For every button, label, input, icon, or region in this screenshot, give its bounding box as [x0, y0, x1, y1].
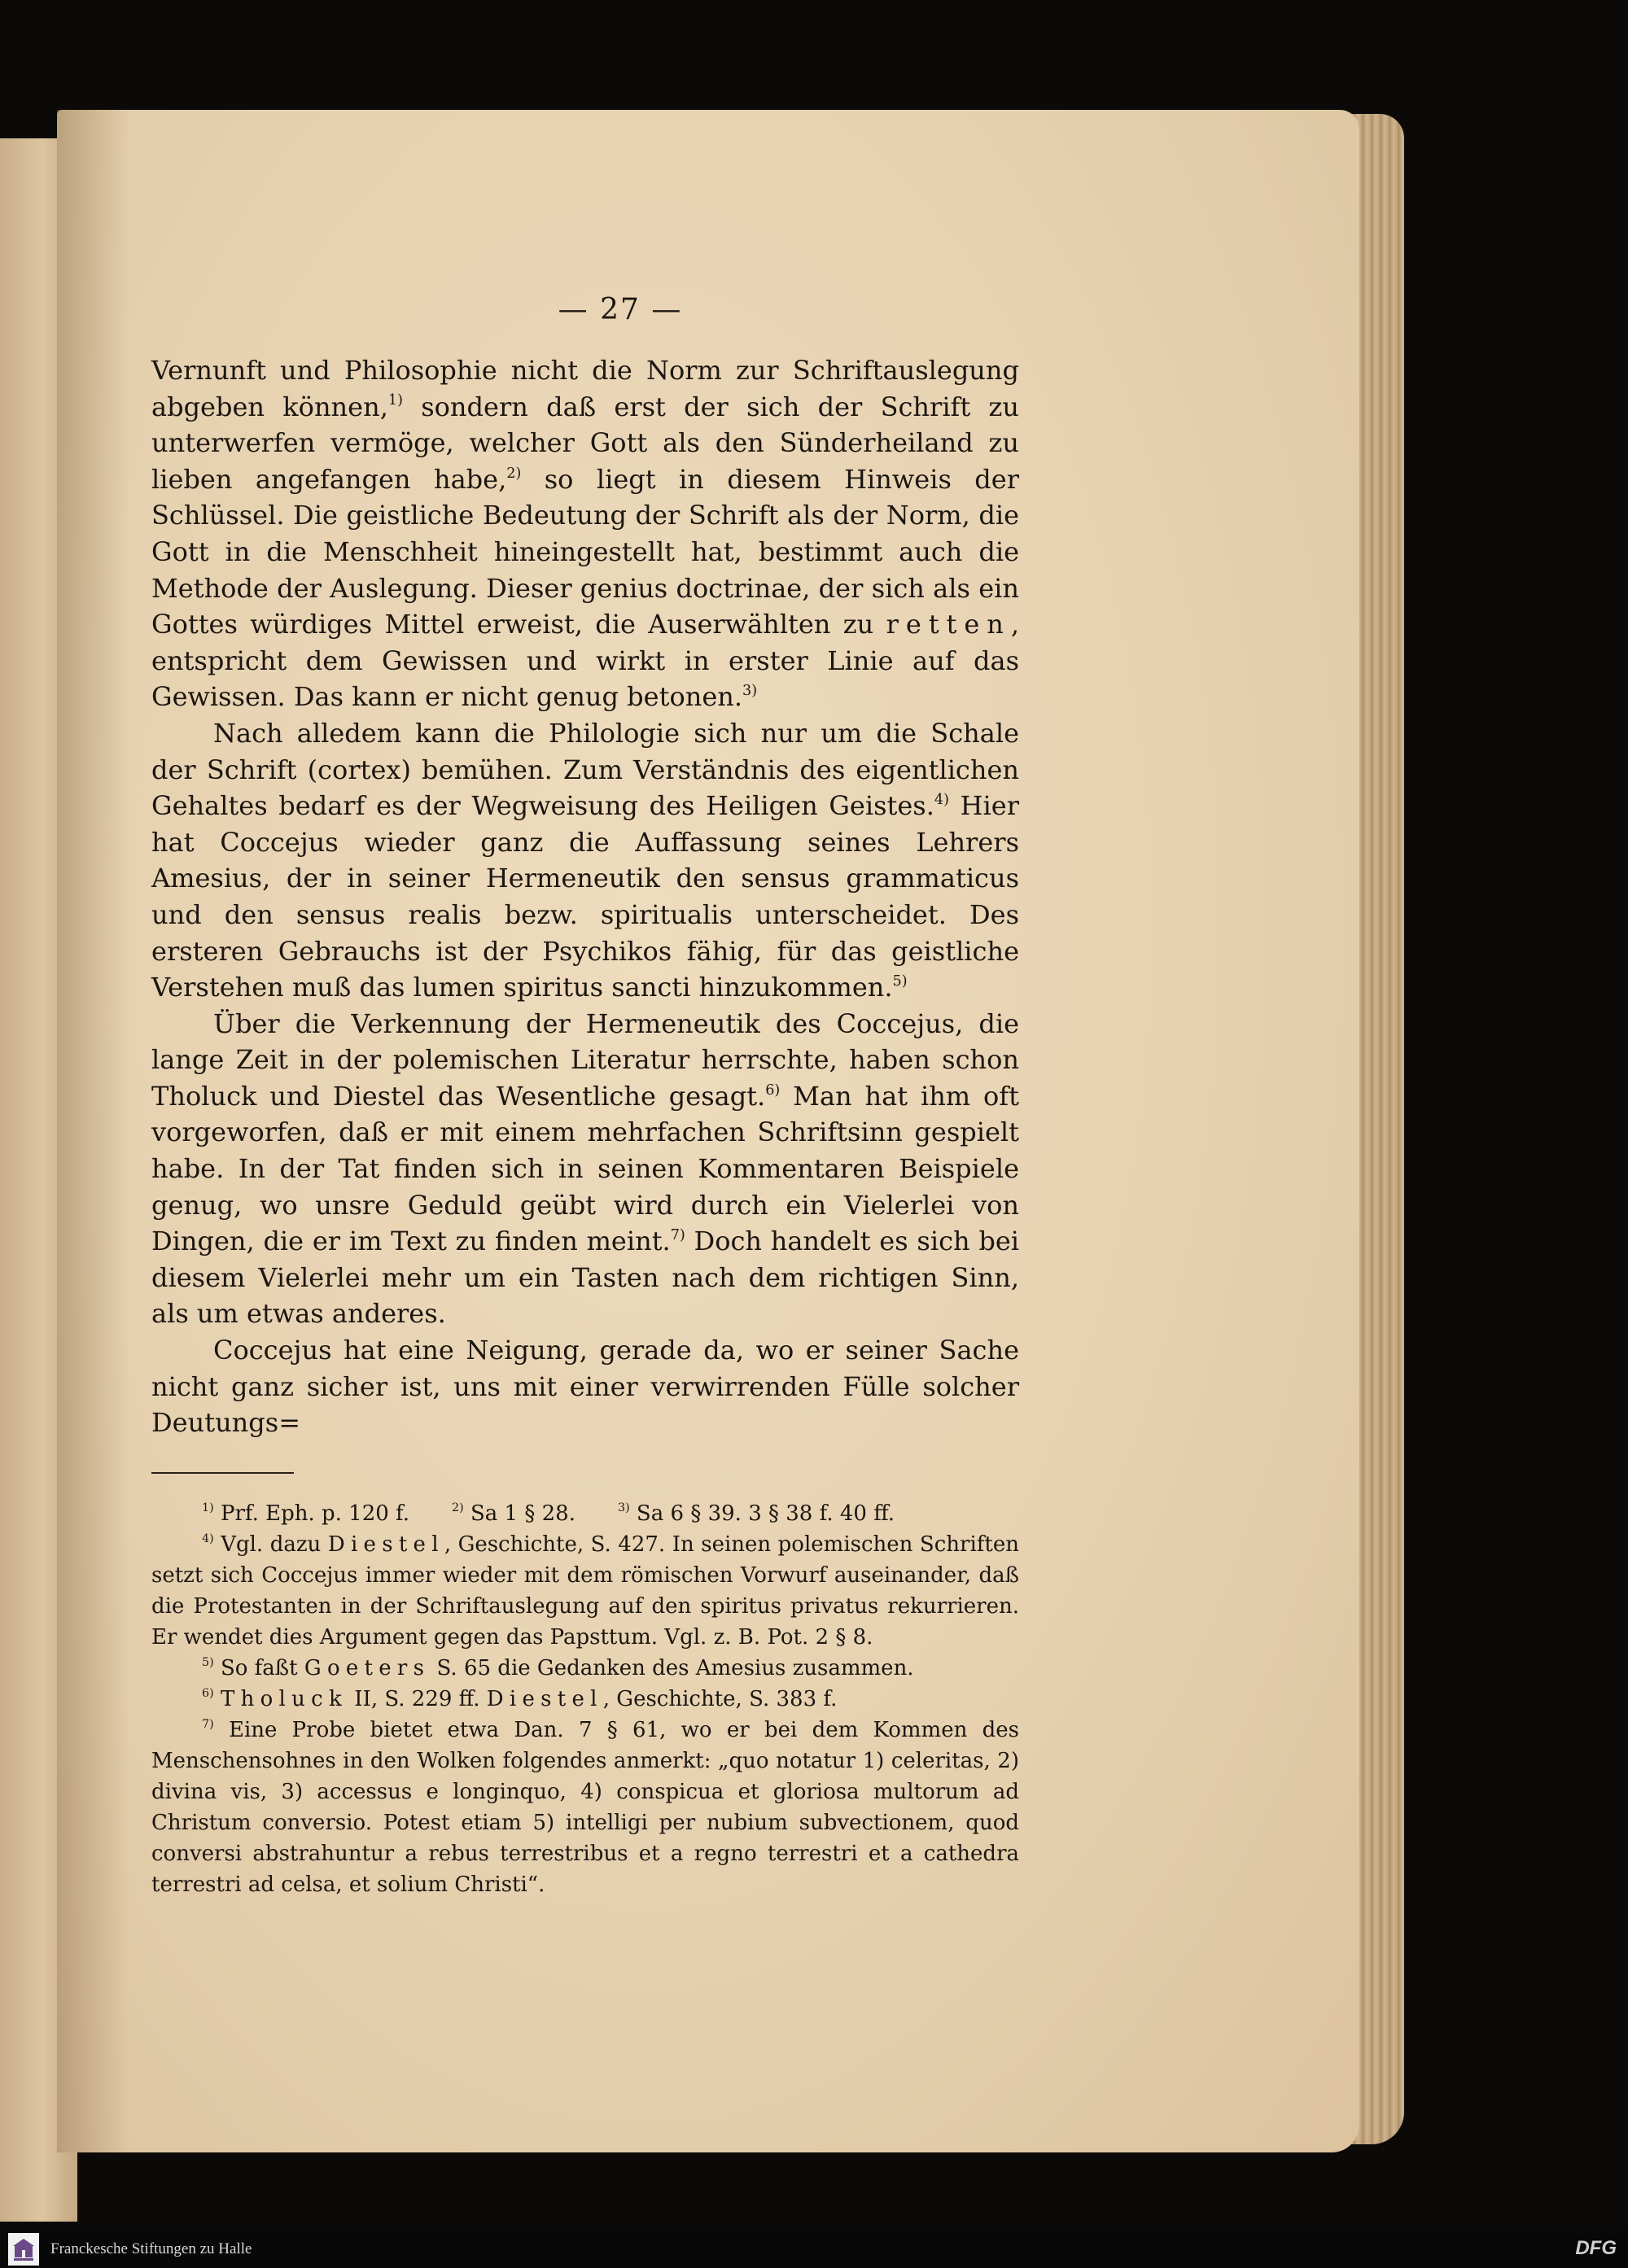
emphasis-retten: retten [886, 609, 1011, 640]
institution-name: Franckesche Stiftungen zu Halle [50, 2240, 252, 2257]
footnotes-1-3 [202, 1498, 1019, 1529]
page-gutter-shadow [57, 110, 130, 2152]
footnote-7 [151, 1715, 1019, 1900]
text: Vernunft und Philosophie nicht die Norm zur Schriftauslegung abgeben können, [151, 355, 1019, 422]
text: Hier hat Coccejus wieder ganz die Auffassung seines Lehrers Amesius, der in seiner Hermeneutik den sensus grammaticus und den sensus realis bezw. spiritualis unterscheidet. Des ersteren Gebrauchs ist der Psychikos fähig, für das geistliche Verstehen muß das lumen spiritus sancti hinzukommen. [151, 790, 1020, 1003]
text: S. 65 die Gedanken des Amesius zusammen. [430, 1655, 914, 1680]
text: , Geschichte, S. 427. In seinen polemischen Schriften setzt sich Coccejus immer wieder mit dem römischen Vorwurf auseinander, daß die Protestanten in der Schriftauslegung auf den spiritus privatus rekurrieren. Er wendet dies Argument gegen das Papsttum. Vgl. z. B. Pot. 2 § 8. [151, 1532, 1019, 1650]
viewer-footer [0, 2231, 1628, 2268]
text: so liegt in diesem Hinweis der Schlüssel. Die geistliche Bedeutung der Schrift als der Norm, die Gott in die Menschheit hineingestellt hat, bestimmt auch die Methode der Auslegung. Dieser genius doctrinae, der sich als ein Gottes würdiges Mittel erweist, die Auserwählten zu [151, 463, 1020, 640]
footnote-marker-6: 6) [202, 1687, 214, 1701]
footnote-ref-1: 1) [387, 392, 403, 409]
text: Doch handelt es sich bei diesem Vielerlei mehr um ein Tasten nach dem richtigen Sinn, als um etwas anderes. [151, 1226, 1020, 1330]
footnote-ref-5: 5) [892, 972, 908, 990]
paragraph-4: Coccejus hat eine Neigung, gerade da, wo er seiner Sache nicht ganz sicher ist, uns mit einer verwirrenden Fülle solcher Deutungs= [151, 1335, 1019, 1439]
paragraph-2 [151, 715, 1019, 1006]
footnote-ref-3: 3) [742, 683, 758, 700]
paragraph-1 [151, 352, 1019, 715]
footnote-4 [151, 1529, 1019, 1653]
footnotes [151, 1498, 1019, 1900]
text: , entspricht dem Gewissen und wirkt in erster Linie auf das Gewissen. Das kann er nicht genug betonen. [151, 609, 1019, 713]
footnote-marker-1: 1) [202, 1501, 214, 1515]
footnote-text-3: Sa 6 § 39. 3 § 38 f. 40 ff. [629, 1501, 895, 1526]
author-diestel: Diestel [486, 1686, 603, 1711]
footnote-ref-7: 7) [670, 1227, 685, 1244]
author-goeters: Goeters [304, 1655, 431, 1680]
text: So faßt [213, 1655, 304, 1680]
paragraph-3 [151, 1006, 1019, 1332]
footnote-ref-6: 6) [765, 1082, 781, 1099]
footnote-ref-4: 4) [934, 791, 949, 808]
text: Man hat ihm oft vorgeworfen, daß er mit einem mehrfachen Schriftsinn gespielt habe. In der Tat finden sich in seinen Kommentaren Beispiele genug, wo unsre Geduld geübt wird durch ein Vielerlei von Dingen, die er im Text zu finden meint. [151, 1080, 1019, 1257]
text: Über die Verkennung der Hermeneutik des Coccejus, die lange Zeit in der polemischen Literatur herrschte, haben schon Tholuck und Diestel das Wesentliche gesagt. [151, 1007, 1019, 1112]
footnote-text-1: Prf. Eph. p. 120 f. [213, 1501, 410, 1526]
author-diestel: Diestel [327, 1532, 444, 1557]
institution-logo-icon [8, 2233, 39, 2266]
author-tholuck: Tholuck [220, 1686, 348, 1711]
footnote-6 [151, 1684, 1019, 1715]
footnote-marker-3: 3) [617, 1501, 630, 1515]
text: Vgl. dazu [213, 1532, 328, 1557]
page-number: — 27 — [558, 293, 683, 326]
footnote-text-2: Sa 1 § 28. [463, 1501, 575, 1526]
building-icon [11, 2236, 36, 2262]
dfg-logo: DFG [1575, 2237, 1617, 2259]
footnote-marker-7: 7) [202, 1718, 214, 1732]
text: Nach alledem kann die Philologie sich nur um die Schale der Schrift (cortex) bemühen. Zum Verständnis des eigentlichen Gehaltes bedarf es der Wegweisung des Heiligen Geistes. [151, 717, 1019, 822]
text: sondern daß erst der sich der Schrift zu unterwerfen vermöge, welcher Gott als den Sünderheiland zu lieben angefangen habe, [151, 391, 1020, 495]
footnote-marker-4: 4) [202, 1532, 214, 1546]
text: II, S. 229 ff. [348, 1686, 487, 1711]
text: Eine Probe bietet etwa Dan. 7 § 61, wo er bei dem Kommen des Menschensohnes in den Wolken folgendes anmerkt: „quo notatur 1) celeritas, 2) divina vis, 3) accessus e longinquo, 4) conspicua et gloriosa multorum ad Christum conversio. Potest etiam 5) intelligi per nubium subvectionem, quod conversi abstrahuntur a rebus terrestribus et a regno terrestri et a cathedra terrestri ad celsa, et solium Christi“. [151, 1717, 1019, 1897]
footnote-divider [151, 1472, 294, 1474]
footnote-5 [151, 1653, 1019, 1684]
page-content [151, 293, 1019, 1900]
footnote-marker-2: 2) [452, 1501, 464, 1515]
text: , Geschichte, S. 383 f. [602, 1686, 838, 1711]
footnote-marker-5: 5) [202, 1656, 214, 1670]
footnote-ref-2: 2) [506, 465, 522, 482]
